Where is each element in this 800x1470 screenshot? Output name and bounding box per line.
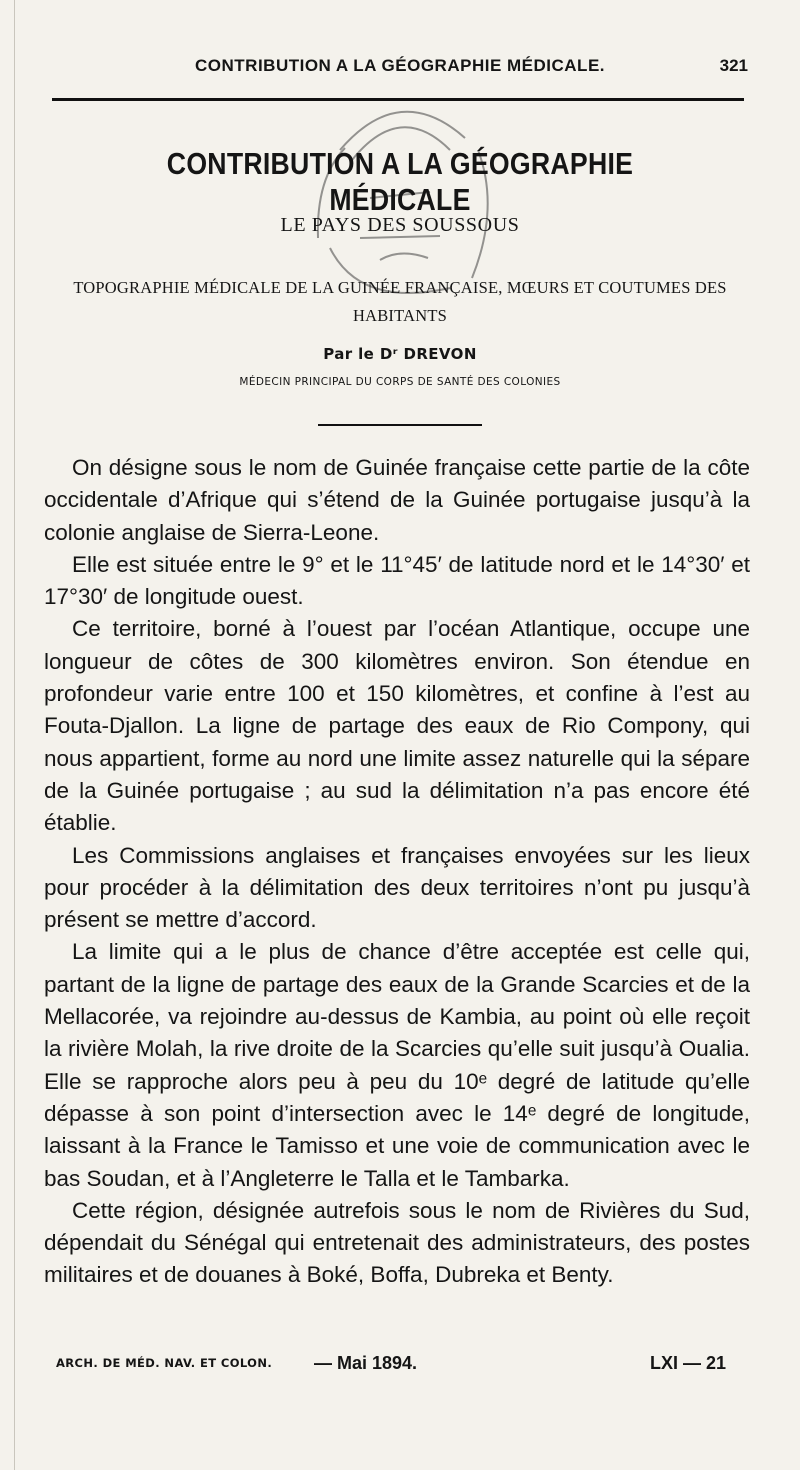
- article-title: CONTRIBUTION A LA GÉOGRAPHIE MÉDICALE: [166, 146, 634, 217]
- page-footer: [56, 1353, 744, 1379]
- paragraph: La limite qui a le plus de chance d’être acceptée est celle qui, partant de la ligne de partage des eaux de la Grande Scarcies et de la Mellacorée, va rejoindre au-dessus de Kambia, au point où elle reçoit la rivière Molah, la rive droite de la Scarcies qu’elle suit jusqu’à Oualia. Elle se rapproche alors peu à peu du 10ᵉ degré de latitude qu’elle dépasse à son point d’intersection avec le 14ᵉ degré de longitude, laissant à la France le Tamisso et une voie de communication avec le bas Soudan, et à l’Angleterre le Talla et le Tambarka.: [44, 939, 750, 1191]
- paragraph: Cette région, désignée autrefois sous le nom de Rivières du Sud, dépendait du Sénégal qui entretenait des administrateurs, des postes militaires et de douanes à Boké, Boffa, Dubreka et Benty.: [44, 1197, 750, 1288]
- issue-date: — Mai 1894.: [314, 1353, 418, 1373]
- page-number: 321: [719, 56, 748, 75]
- article-body: [44, 452, 750, 1292]
- author-line: Par le Dʳ DREVON: [323, 345, 477, 363]
- running-title: CONTRIBUTION A LA GÉOGRAPHIE MÉDICALE.: [195, 56, 605, 75]
- journal-reference: ARCH. DE MÉD. NAV. ET COLON.: [56, 1356, 273, 1370]
- running-header: [44, 56, 756, 82]
- topography-heading: TOPOGRAPHIE MÉDICALE DE LA GUINÉE FRANÇAISE, MŒURS ET COUTUMES DES HABITANTS: [73, 278, 727, 325]
- paragraph: Elle est située entre le 9° et le 11°45′ de latitude nord et le 14°30′ et 17°30′ de longitude ouest.: [44, 551, 750, 610]
- section-divider: [318, 424, 482, 426]
- paragraph: Les Commissions anglaises et françaises envoyées sur les lieux pour procéder à la délimitation des deux territoires n’ont pu jusqu’à présent se mettre d’accord.: [44, 842, 750, 933]
- paragraph: Ce territoire, borné à l’ouest par l’océan Atlantique, occupe une longueur de côtes de 300 kilomètres environ. Son étendue en profondeur varie entre 100 et 150 kilomètres, et confine à l’est au Fouta-Djallon. La ligne de partage des eaux de Rio Compony, qui nous appartient, forme au nord une limite assez naturelle qui la sépare de la Guinée portugaise ; au sud la délimitation n’a pas encore été établie.: [44, 616, 750, 836]
- signature-mark: LXI — 21: [649, 1353, 726, 1373]
- author-affiliation: MÉDECIN PRINCIPAL DU CORPS DE SANTÉ DES COLONIES: [239, 376, 561, 388]
- paragraph: On désigne sous le nom de Guinée française cette partie de la côte occidentale d’Afrique qui s’étend de la Guinée portugaise jusqu’à la colonie anglaise de Sierra-Leone.: [44, 455, 750, 545]
- margin-line: [14, 0, 15, 1470]
- article-subtitle: LE PAYS DES SOUSSOUS: [280, 214, 520, 236]
